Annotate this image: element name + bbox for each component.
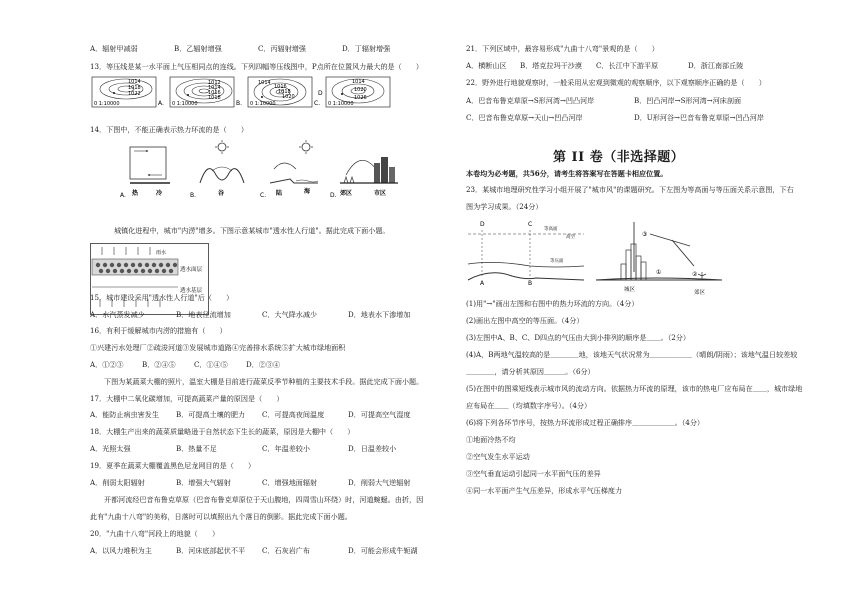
- q14-a-label-hot: 热: [132, 190, 139, 197]
- q16-option-d: D．②③④: [246, 360, 281, 369]
- q22-option-b: B．凹凸河岸→S形河湾→河床剖面: [634, 96, 742, 105]
- q22-stem: 22．野外进行地貌观察时，一般采用从宏观到微观的观察顺序，以下观察顺序正确的是（ ）: [466, 78, 766, 87]
- q23-label-city: 城区: [624, 287, 636, 293]
- q14-c-label-sea: 海: [304, 188, 311, 195]
- q14-fig-d: [330, 157, 398, 199]
- q23-label-high: 高空: [566, 235, 575, 240]
- road-rain-label: 雨水: [156, 250, 167, 256]
- q13-a-letter: A.: [158, 100, 164, 107]
- q14-b-letter: B.: [190, 192, 197, 199]
- q13-b-isobar-2: 1014: [208, 85, 221, 91]
- q16-measures: ①兴建污水处理厂②疏浚河道③发展城市道路④完善排水系统⑤扩大城市绿地面积: [90, 343, 346, 352]
- q23-step-4: ④同一水平面产生气压差异，形成水平气压梯度力: [466, 486, 623, 495]
- q12-option-b: B．乙辐射增强: [174, 44, 222, 53]
- q23-marker-3: ③: [642, 231, 648, 238]
- q17-stem: 17．大棚中二氧化碳增加，可提高蔬菜产量的原因是（ ）: [90, 394, 284, 403]
- q23-label-surface: 等高面: [544, 227, 558, 232]
- q18-option-b: B．热量不足: [176, 444, 217, 453]
- q15-option-c: C．大气降水减少: [262, 310, 318, 319]
- q18-stem: 18．大棚生产出来的蔬菜质量略逊于自然状态下生长的蔬菜，原因是大棚中（ ）: [90, 427, 355, 436]
- q13-fig-c: [248, 77, 320, 107]
- q13-c-isobar-3: 1018: [278, 89, 291, 95]
- q15-stem: 15．城市建设采用"透水性人行道"后（ ）: [90, 293, 234, 302]
- q13-b-isobar-1: 1012: [208, 80, 221, 86]
- q23-part-4-line2: ＿＿＿＿，请分析其原因＿＿＿。（6分）: [466, 367, 595, 376]
- q14-a-letter: A.: [120, 192, 126, 199]
- q22-option-d: D．U形河谷→巴音布鲁克草原→凹凸河岸: [634, 113, 764, 122]
- q13-c-letter: C.: [314, 100, 321, 107]
- q16-option-a: A．①②③: [90, 360, 124, 369]
- permeable-road-figure: [90, 243, 210, 315]
- q12-option-a: A．辐射甲减弱: [90, 44, 138, 53]
- q12-option-d: D．丁辐射增强: [342, 44, 391, 53]
- q21-option-a: A．横断山区: [466, 61, 507, 70]
- q14-c-letter: C.: [260, 192, 267, 199]
- q14-stem: 14．下图中，不能正确表示热力环流的是（ ）: [90, 125, 248, 134]
- q20-stem: 20．"九曲十八弯"河段上的地貌（ ）: [90, 529, 220, 538]
- q13-d-isobar-1: 1014: [352, 79, 365, 85]
- q20-option-c: C．石灰岩广布: [262, 546, 310, 555]
- q23-left-diagram: [466, 216, 586, 286]
- intro-20-line1: 开都河流经巴音布鲁克草原（巴音布鲁克草原位于天山腹地，四周雪山环绕）时，河道蜿蜒。由折，因: [104, 495, 424, 504]
- q13-a-scale: 0 1:10000: [94, 101, 120, 107]
- q19-option-d: D．削弱大气逆辐射: [348, 478, 411, 487]
- q23-marker-2: ②: [692, 271, 698, 278]
- q21-option-c: C．长江中下游平原: [596, 61, 659, 70]
- section-note: 本卷均为必考题，共56分，请考生将答案写在答题卡相应位置。: [466, 169, 668, 178]
- q23-step-2: ②空气发生水平运动: [466, 452, 530, 461]
- q14-circulation-figures: [120, 139, 430, 201]
- q18-option-d: D．日温差较小: [348, 444, 397, 453]
- q23-stem-line2: 图为学习成果。（24分）: [466, 202, 543, 211]
- road-layer2-label: 透水基层: [180, 288, 203, 294]
- q23-part-1: (1)用"→"画出左图和右图中的热力环流的方向。（4分）: [466, 299, 639, 308]
- q13-fig-d: [318, 77, 390, 107]
- q23-point-a: A: [480, 280, 485, 287]
- q13-a-isobar-3: 1022: [128, 91, 141, 97]
- q23-part-5-line2: 应布局在＿＿（均填数字序号）。（4分）: [466, 401, 592, 410]
- q13-b-letter: B.: [236, 100, 243, 107]
- q16-option-b: B．②④⑤: [142, 360, 176, 369]
- q16-stem: 16．有利于缓解城市内涝的措施有（ ）: [90, 326, 227, 335]
- q13-c-isobar-4: 1020: [282, 94, 295, 100]
- q14-fig-a: [120, 147, 170, 199]
- q23-part-6: (6)将下列各环节序号，按热力环流形成过程正确排序＿＿＿＿＿＿。（4分）: [466, 418, 705, 427]
- intro-20-line2: 此有"九曲十八弯"的美称，日落时可以填照出九个落日的倒影。据此完成下面小题。: [90, 512, 352, 521]
- q13-stem: 13．等压线是某一水平面上气压相同点的连线。下列四幅等压线图中，P点所在位置风力最大的是（ ）: [90, 62, 424, 71]
- q23-part-5-line1: (5)在图中的图乘短线表示城市风的流动方向。依据热力环流的原理，该市的热电厂应布局在＿＿，城市绿地: [466, 384, 803, 393]
- intro-15: 城镇化进程中，城市"内涝"增多。下图示意某城市"透水性人行道"。据此完成下面小题。: [114, 226, 390, 235]
- q19-stem: 19．夏季在蔬菜大棚覆盖黑色尼龙网目的是（ ）: [90, 461, 256, 470]
- q21-stem: 21．下列区域中，最容易形成"九曲十八弯"景观的是（ ）: [466, 44, 659, 53]
- q23-step-1: ①地面冷热不均: [466, 435, 516, 444]
- q13-a-isobar-2: 1018: [128, 85, 141, 91]
- q23-right-diagram: [594, 216, 724, 296]
- q18-option-a: A．光照太强: [90, 444, 131, 453]
- q20-option-b: B．河床底部起伏不平: [176, 546, 246, 555]
- q14-fig-c: [260, 140, 318, 199]
- q14-a-label-cold: 冷: [156, 190, 163, 197]
- q13-d-isobar-2: 1020: [354, 87, 367, 93]
- q23-point-c: C: [528, 221, 533, 228]
- section-title: 第 II 卷（非选择题）: [553, 150, 685, 165]
- q22-option-a: A．巴音布鲁克草原→S形河湾→凹凸河岸: [466, 96, 595, 105]
- q18-option-c: C．年温差较小: [262, 444, 310, 453]
- q14-fig-b: [190, 140, 244, 199]
- intro-17: 下图为某蔬菜大棚的照片，温室大棚是目前进行蔬菜反季节种植的主要技术手段。据此完成下面小题。: [104, 377, 424, 386]
- q15-option-d: D．地表水下渗增加: [348, 310, 411, 319]
- q17-option-a: A．能防止病虫害发生: [90, 410, 159, 419]
- q23-part-4-line1: (4)A，B两地气温较高的是＿＿＿＿地，该地天气状况常为＿＿＿＿＿＿（晴朗/阴雨）；该地气温日较差较: [466, 350, 798, 359]
- q23-marker-1: ①: [656, 269, 662, 276]
- q12-option-c: C．丙辐射增强: [258, 44, 306, 53]
- q23-stem-line1: 23．某城市地理研究性学习小组开展了"城市风"的课题研究。下左图为等高面与等压面关系示意图，下右: [466, 185, 794, 194]
- q15-option-a: A．水汽蒸发减少: [90, 310, 145, 319]
- q23-label-suburb: 郊区: [694, 290, 706, 296]
- q21-option-d: D．浙江南部丘陵: [688, 61, 744, 70]
- q22-option-c: C．巴音布鲁克草原→天山→凹凸河岸: [466, 113, 583, 122]
- q13-b-isobar-4: 1018: [208, 95, 221, 101]
- q13-fig-a: [92, 77, 164, 107]
- q13-b-isobar-3: 1016: [208, 90, 221, 96]
- q13-d-isobar-3: 1026: [354, 95, 367, 101]
- q14-c-label-land: 陆: [276, 190, 283, 197]
- q23-label-isobar: 等压面: [550, 259, 564, 264]
- q17-option-c: C．可提高夜间温度: [262, 410, 325, 419]
- q19-option-c: C．增强地面辐射: [262, 478, 318, 487]
- q17-option-d: D．可提高空气湿度: [348, 410, 411, 419]
- q14-d-label-suburb: 郊区: [340, 190, 353, 197]
- q19-option-b: B．增强大气辐射: [176, 478, 231, 487]
- q13-b-scale: 0 1:10000: [172, 101, 198, 107]
- q14-d-label-city: 市区: [374, 190, 387, 197]
- q13-d-letter: D: [318, 90, 323, 97]
- q17-option-b: B．可提高土壤的肥力: [176, 410, 246, 419]
- q13-isobar-figures: [92, 75, 392, 109]
- q20-option-a: A．以风力堆积为主: [90, 546, 152, 555]
- q14-d-letter: D.: [330, 192, 337, 199]
- q15-option-b: B．地表径流增加: [176, 310, 231, 319]
- q20-option-d: D．可能会形成牛轭湖: [348, 546, 418, 555]
- q13-c-scale: 0 1:10000: [250, 101, 276, 107]
- q16-option-c: C．①④⑤: [194, 360, 228, 369]
- q14-b-label-valley: 谷: [218, 190, 225, 197]
- road-layer1-label: 透水面层: [180, 267, 203, 273]
- q23-part-3: (3)左图中A、B、C、D四点的气压由大到小排列的顺序是＿＿。（2分）: [466, 333, 690, 342]
- q23-point-d: D: [480, 221, 485, 228]
- q23-step-3: ③空气垂直运动引起同一水平面气压的差异: [466, 469, 601, 478]
- q21-option-b: B．塔克拉玛干沙漠: [520, 61, 582, 70]
- q23-point-b: B: [528, 280, 533, 287]
- q13-fig-b: [170, 77, 242, 107]
- q19-option-a: A．削弱太阳辐射: [90, 478, 145, 487]
- q13-c-isobar-1: 1014: [258, 80, 271, 86]
- q13-c-isobar-2: 1016: [274, 84, 287, 90]
- q23-part-2: (2)画出左图中高空的等压面。（4分）: [466, 316, 584, 325]
- q13-a-isobar-1: 1014: [128, 79, 141, 85]
- q13-d-scale: 0 1:10000: [328, 101, 354, 107]
